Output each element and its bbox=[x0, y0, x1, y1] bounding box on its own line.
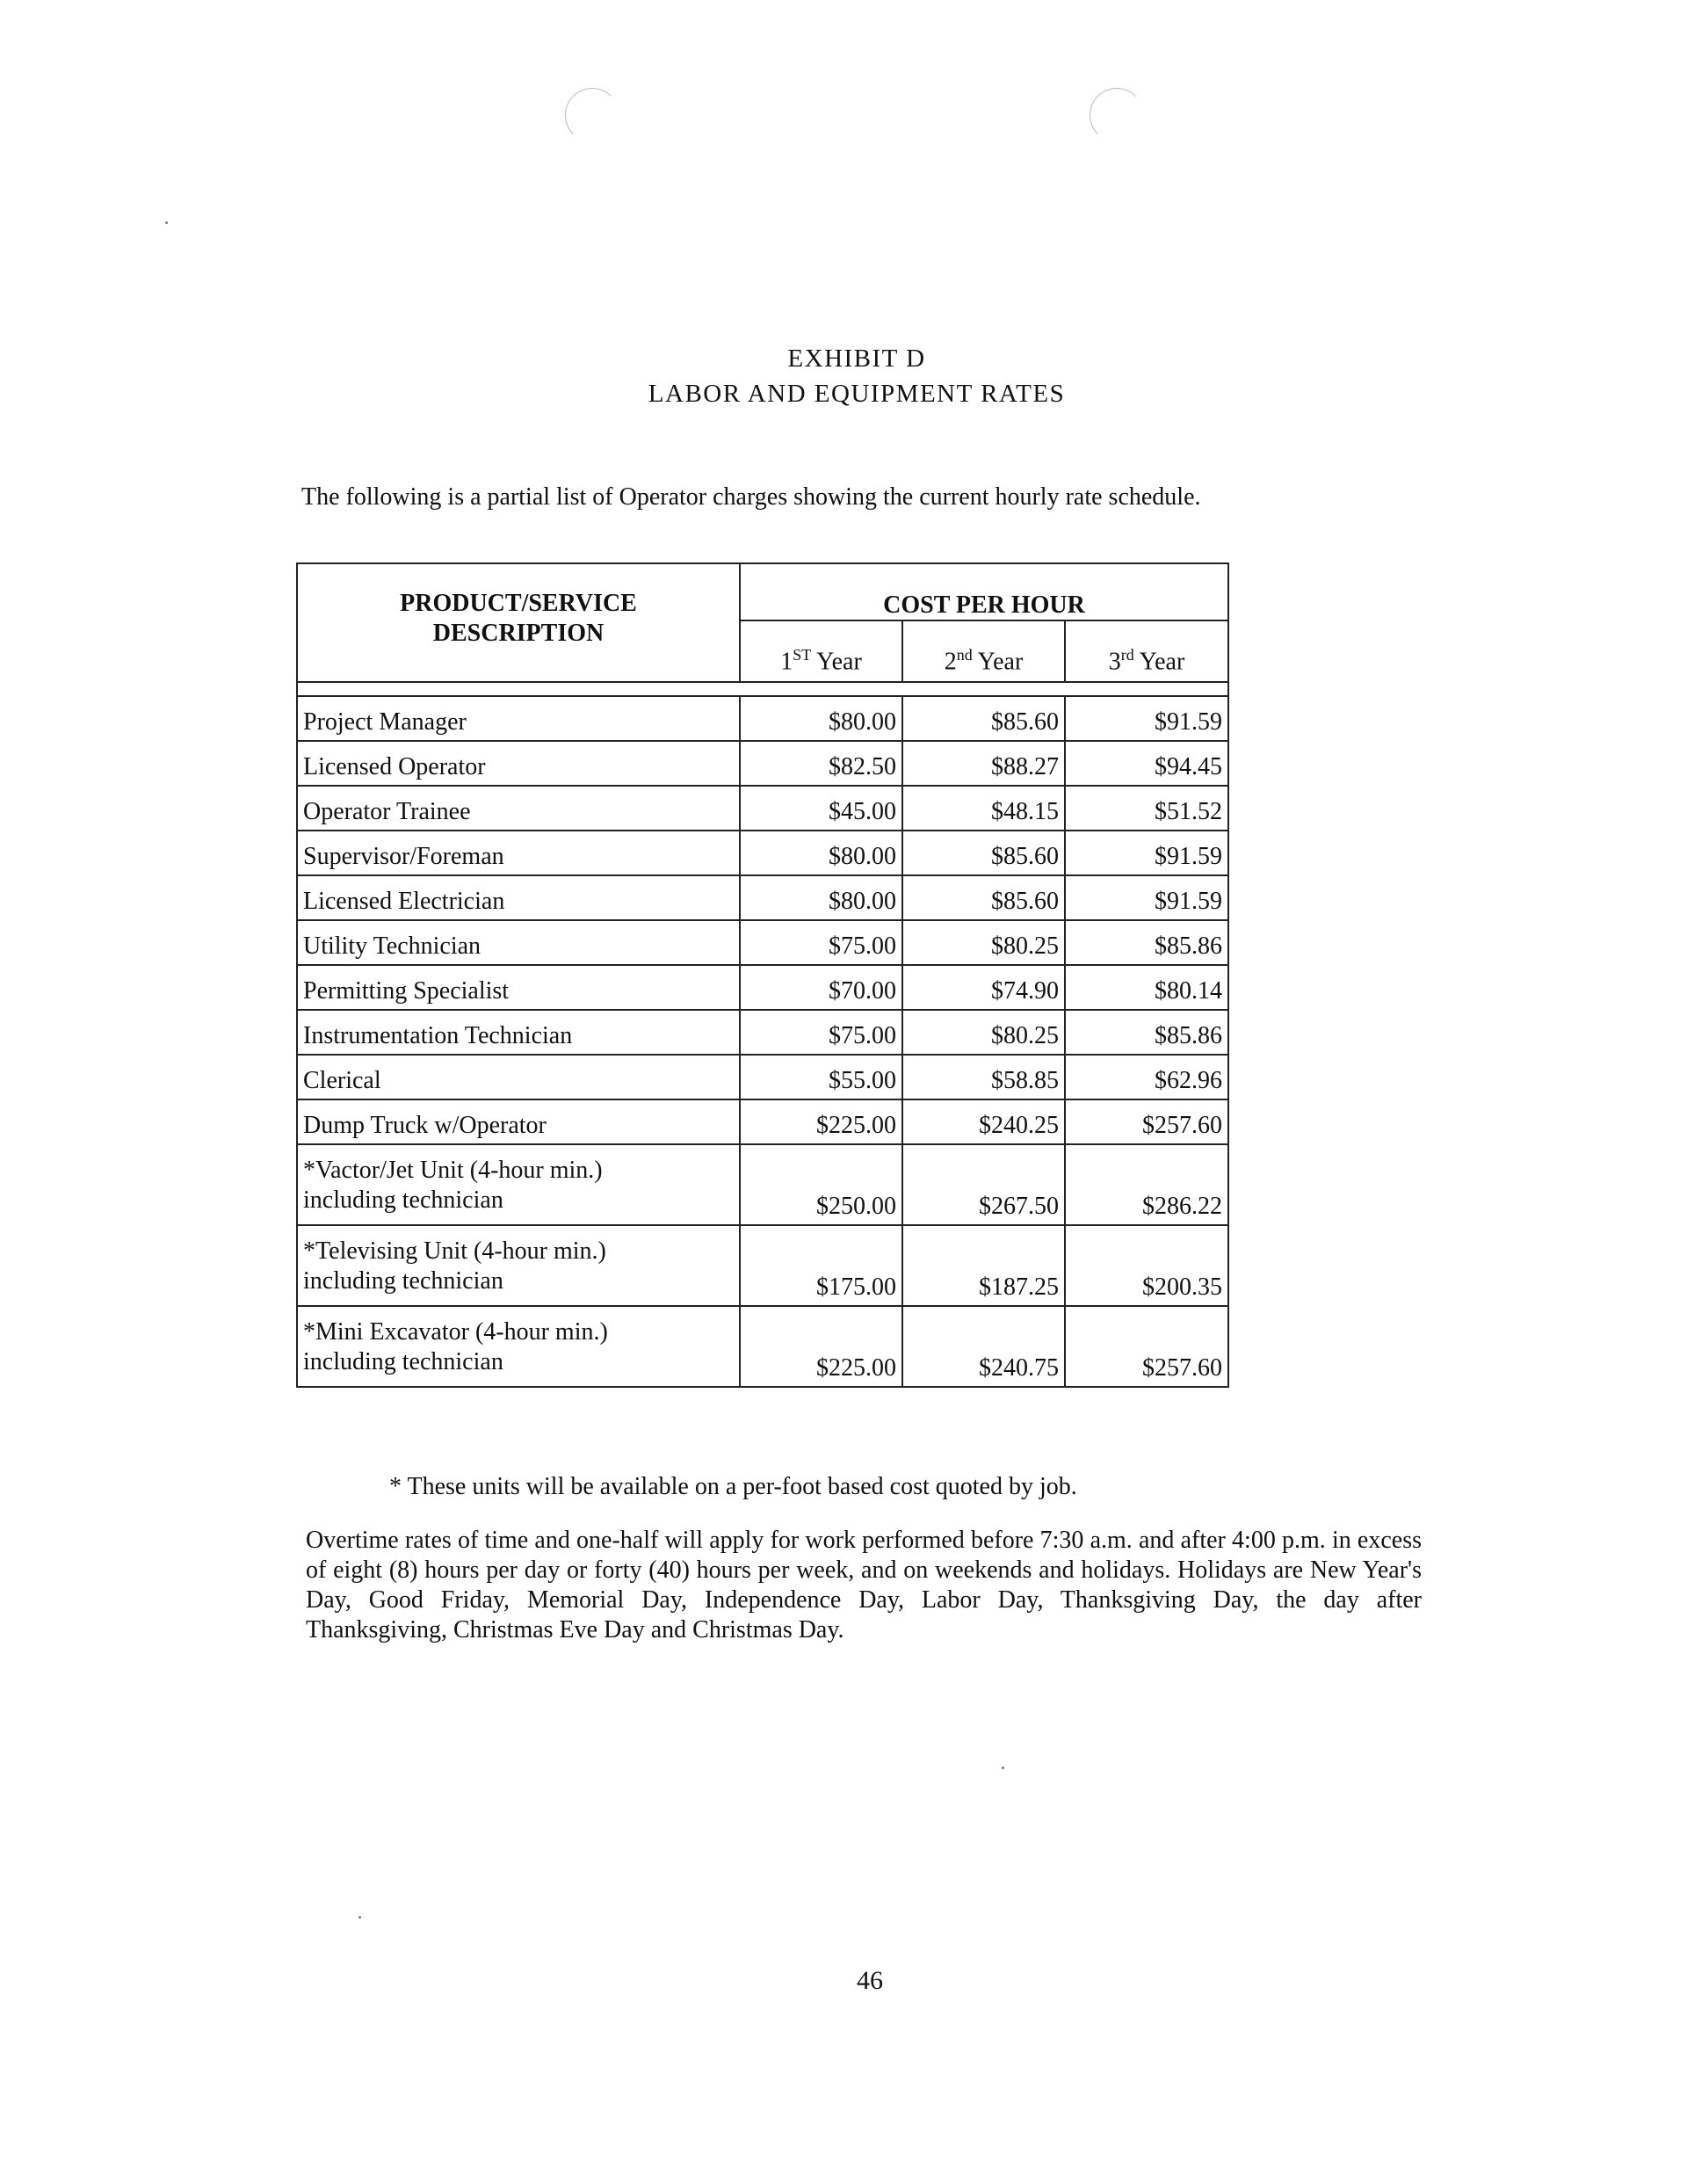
rate-year-1: $175.00 bbox=[740, 1225, 902, 1306]
rate-year-2: $240.75 bbox=[902, 1306, 1065, 1387]
row-description bbox=[297, 920, 740, 965]
row-description-line1: Permitting Specialist bbox=[303, 977, 510, 1005]
rate-year-1: $250.00 bbox=[740, 1144, 902, 1225]
row-description-line1: *Mini Excavator (4-hour min.) bbox=[303, 1318, 608, 1346]
table-row bbox=[297, 875, 1228, 920]
rate-year-3: $85.86 bbox=[1065, 1010, 1228, 1055]
rate-year-1: $45.00 bbox=[740, 786, 902, 831]
table-row bbox=[297, 965, 1228, 1010]
row-description-line1: Licensed Electrician bbox=[303, 888, 505, 915]
scan-speck bbox=[358, 1916, 361, 1919]
labor-equipment-rates-table bbox=[296, 562, 1229, 1388]
header-description-line2: DESCRIPTION bbox=[432, 620, 605, 647]
rate-year-3: $286.22 bbox=[1065, 1144, 1228, 1225]
rate-year-2: $187.25 bbox=[902, 1225, 1065, 1306]
row-description bbox=[297, 1144, 740, 1225]
rate-year-1: $75.00 bbox=[740, 920, 902, 965]
header-year-2: 2nd Year bbox=[902, 620, 1065, 682]
table-row bbox=[297, 741, 1228, 786]
row-description-line1: Dump Truck w/Operator bbox=[303, 1112, 547, 1139]
row-description bbox=[297, 696, 740, 741]
rate-year-2: $85.60 bbox=[902, 875, 1065, 920]
spacer-row bbox=[297, 682, 1228, 696]
scan-speck bbox=[1002, 1767, 1004, 1769]
row-description bbox=[297, 1010, 740, 1055]
rate-year-1: $70.00 bbox=[740, 965, 902, 1010]
row-description-line2: including technician bbox=[303, 1267, 503, 1295]
exhibit-title bbox=[0, 341, 1687, 411]
rate-year-2: $74.90 bbox=[902, 965, 1065, 1010]
rate-year-3: $80.14 bbox=[1065, 965, 1228, 1010]
rate-year-2: $240.25 bbox=[902, 1099, 1065, 1144]
table-row bbox=[297, 696, 1228, 741]
header-year-3: 3rd Year bbox=[1065, 620, 1228, 682]
exhibit-title-line1: EXHIBIT D bbox=[787, 345, 926, 373]
table-row bbox=[297, 1306, 1228, 1387]
rate-year-3: $94.45 bbox=[1065, 741, 1228, 786]
row-description bbox=[297, 875, 740, 920]
rate-year-1: $55.00 bbox=[740, 1055, 902, 1099]
rate-year-3: $62.96 bbox=[1065, 1055, 1228, 1099]
table-row bbox=[297, 1010, 1228, 1055]
rate-year-3: $257.60 bbox=[1065, 1306, 1228, 1387]
rate-year-1: $82.50 bbox=[740, 741, 902, 786]
rate-year-3: $85.86 bbox=[1065, 920, 1228, 965]
rate-year-1: $80.00 bbox=[740, 875, 902, 920]
rate-year-3: $51.52 bbox=[1065, 786, 1228, 831]
row-description bbox=[297, 1055, 740, 1099]
rate-year-1: $75.00 bbox=[740, 1010, 902, 1055]
punch-hole-left bbox=[565, 88, 619, 142]
page-number: 46 bbox=[857, 1966, 883, 1995]
rate-year-3: $200.35 bbox=[1065, 1225, 1228, 1306]
rate-year-3: $91.59 bbox=[1065, 875, 1228, 920]
table-row bbox=[297, 831, 1228, 875]
row-description-line2: including technician bbox=[303, 1348, 503, 1375]
row-description bbox=[297, 1225, 740, 1306]
rate-year-1: $80.00 bbox=[740, 696, 902, 741]
overtime-paragraph: Overtime rates of time and one-half will apply for work performed before 7:30 a.m. and after 4:00 p.m. in excess of eight (8) hours per day or forty (40) hours per week, and on weekends and holidays. Holidays are New Year's Day, Good Friday, Memorial Day, Independence Day, Labor Day, Thanksgiving Day, the day after Thanksgiving, Christmas Eve Day and Christmas Day. bbox=[306, 1527, 1422, 1643]
rate-year-1: $225.00 bbox=[740, 1306, 902, 1387]
row-description bbox=[297, 831, 740, 875]
rate-year-2: $48.15 bbox=[902, 786, 1065, 831]
rate-year-3: $257.60 bbox=[1065, 1099, 1228, 1144]
footnote: * These units will be available on a per-foot based cost quoted by job. bbox=[389, 1473, 1077, 1500]
row-description-line2: including technician bbox=[303, 1186, 503, 1214]
rate-year-2: $88.27 bbox=[902, 741, 1065, 786]
table-row bbox=[297, 1225, 1228, 1306]
row-description-line1: Utility Technician bbox=[303, 932, 481, 960]
rate-year-3: $91.59 bbox=[1065, 831, 1228, 875]
row-description-line1: Project Manager bbox=[303, 708, 467, 736]
rate-year-1: $80.00 bbox=[740, 831, 902, 875]
table-row bbox=[297, 786, 1228, 831]
row-description-line1: Operator Trainee bbox=[303, 798, 471, 825]
row-description bbox=[297, 965, 740, 1010]
intro-paragraph: The following is a partial list of Operator charges showing the current hourly rate schedule. bbox=[301, 483, 1201, 511]
header-year-1: 1ST Year bbox=[740, 620, 902, 682]
row-description-line1: Supervisor/Foreman bbox=[303, 843, 504, 870]
rate-year-1: $225.00 bbox=[740, 1099, 902, 1144]
row-description-line1: Licensed Operator bbox=[303, 753, 486, 780]
row-description-line1: Clerical bbox=[303, 1067, 381, 1094]
rate-year-2: $85.60 bbox=[902, 831, 1065, 875]
scan-speck bbox=[165, 221, 168, 224]
rate-year-3: $91.59 bbox=[1065, 696, 1228, 741]
header-description bbox=[297, 563, 740, 682]
exhibit-title-line2: LABOR AND EQUIPMENT RATES bbox=[648, 380, 1066, 408]
table-row bbox=[297, 1144, 1228, 1225]
punch-hole-right bbox=[1090, 88, 1144, 142]
rate-year-2: $58.85 bbox=[902, 1055, 1065, 1099]
row-description-line1: *Vactor/Jet Unit (4-hour min.) bbox=[303, 1157, 603, 1184]
rate-year-2: $85.60 bbox=[902, 696, 1065, 741]
row-description-line1: Instrumentation Technician bbox=[303, 1022, 573, 1049]
row-description bbox=[297, 1306, 740, 1387]
header-description-line1: PRODUCT/SERVICE bbox=[400, 590, 637, 617]
row-description bbox=[297, 786, 740, 831]
row-description-line1: *Televising Unit (4-hour min.) bbox=[303, 1237, 606, 1265]
table-row bbox=[297, 1099, 1228, 1144]
table-row bbox=[297, 920, 1228, 965]
row-description bbox=[297, 1099, 740, 1144]
rate-year-2: $80.25 bbox=[902, 1010, 1065, 1055]
rate-year-2: $267.50 bbox=[902, 1144, 1065, 1225]
header-cost-per-hour: COST PER HOUR bbox=[740, 563, 1228, 620]
row-description bbox=[297, 741, 740, 786]
rate-year-2: $80.25 bbox=[902, 920, 1065, 965]
table-row bbox=[297, 1055, 1228, 1099]
